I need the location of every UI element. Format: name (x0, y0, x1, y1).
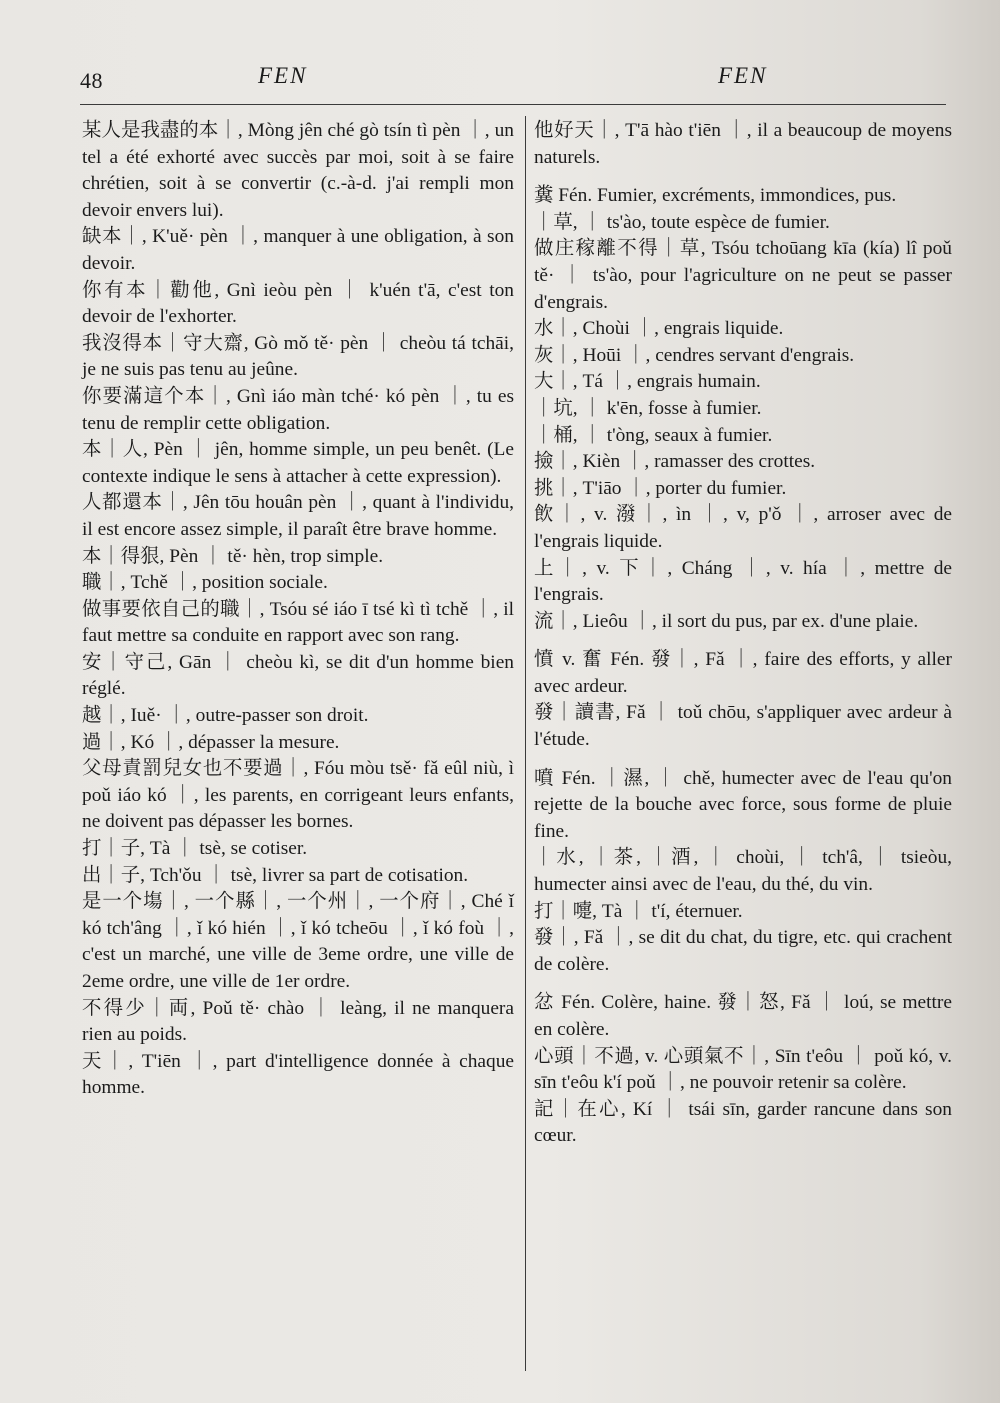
entry: 灰｜, Hoūi ｜, cendres servant d'engrais. (534, 344, 855, 366)
running-head-right: FEN (718, 63, 768, 88)
entry: 做庄稼離不得｜草, Tsóu tchoūang kīa (kía) lî poǔ tě· ｜ ts'ào, pour l'agriculture on ne peut se passer d'engrais. (534, 238, 952, 313)
headword-entry: 憤 v. 奮 Fén. 發｜, Fǎ ｜, faire des efforts, y aller avec ardeur. (534, 649, 952, 697)
entry: 出｜子, Tch'ǒu ｜ tsè, livrer sa part de cotisation. (82, 864, 469, 886)
headword-entry: 忿 Fén. Colère, haine. 發｜怒, Fǎ ｜ loú, se mettre en colère. (534, 992, 952, 1040)
entry: 你要滿這个本｜, Gnì iáo màn tché· kó pèn ｜, tu es tenu de remplir cette obligation. (82, 385, 514, 434)
entry: 天｜, T'iēn ｜, part d'intelligence donnée à chaque homme. (82, 1050, 514, 1099)
right-column (534, 118, 952, 1150)
entry: 越｜, Iuě· ｜, outre-passer son droit. (82, 705, 369, 727)
entry: 職｜, Tchě ｜, position sociale. (82, 572, 328, 594)
entry: 發｜, Fǎ ｜, se dit du chat, du tigre, etc. qui crachent de colère. (534, 927, 952, 975)
entry: 過｜, Kó ｜, dépasser la mesure. (82, 731, 340, 753)
entry: 飲｜, v. 潑｜, ìn ｜, v, p'ǒ ｜, arroser avec de l'engrais liquide. (534, 504, 952, 552)
entry: 水｜, Choùi ｜, engrais liquide. (534, 318, 784, 340)
left-column (82, 118, 514, 1102)
entry: 挑｜, T'iāo ｜, porter du fumier. (534, 477, 787, 499)
entry: 撿｜, Kièn ｜, ramasser des crottes. (534, 451, 816, 473)
entry: 本｜得狠, Pèn ｜ tě· hèn, trop simple. (82, 545, 384, 567)
header-rule (80, 104, 946, 105)
entry: 某人是我盡的本｜, Mòng jên ché gò tsín tì pèn ｜, un tel a été exhorté avec succès par moi, soit à se faire chrétien, soit à se convertir (c.-à-d. j'ai rempli mon devoir envers lui). (82, 120, 514, 221)
headword-entry: 糞 Fén. Fumier, excréments, immondices, pus. (534, 185, 897, 207)
entry: 記｜在心, Kí ｜ tsái sīn, garder rancune dans son cœur. (534, 1098, 952, 1147)
entry: 你有本｜勸他, Gnì ieòu pèn ｜ k'uén t'ā, c'est ton devoir de l'exhorter. (82, 279, 514, 328)
entry: 不得少｜両, Poǔ tě· chào ｜ leàng, il ne manquera rien au poids. (82, 997, 514, 1046)
entry: 發｜讀書, Fǎ ｜ toǔ chōu, s'appliquer avec ardeur à l'étude. (534, 702, 952, 751)
entry: 他好天｜, T'ā hào t'iēn ｜, il a beaucoup de moyens naturels. (534, 120, 952, 168)
entry: 人都還本｜, Jên tōu houân pèn ｜, quant à l'individu, il est encore assez simple, il paraît être brave homme. (82, 492, 514, 540)
entry: 安｜守己, Gān ｜ cheòu kì, se dit d'un homme bien réglé. (82, 651, 514, 700)
entry: 大｜, Tá ｜, engrais humain. (534, 371, 761, 393)
headword-entry: 噴 Fén. ｜濕, ｜ chě, humecter avec de l'eau qu'on rejette de la bouche avec force, sous forme de pluie fine. (534, 767, 952, 842)
page-number: 48 (80, 68, 103, 93)
entry: 缺本｜, K'uě· pèn ｜, manquer à une obligation, à son devoir. (82, 226, 514, 274)
entry: 本｜人, Pèn ｜ jên, homme simple, un peu benêt. (Le contexte indique le sens à attacher à cette expression). (82, 439, 514, 487)
entry: 是一个塲｜, 一个縣｜, 一个州｜, 一个府｜, Ché ǐ kó tch'âng ｜, ǐ kó hién ｜, ǐ kó tcheōu ｜, ǐ kó foù ｜, c'est un marché, une ville de 3eme ordre, une ville de 2eme ordre, une ville de 1er ordre. (82, 891, 514, 992)
entry: 流｜, Lieôu ｜, il sort du pus, par ex. d'une plaie. (534, 610, 919, 632)
entry: ｜坑, ｜ k'ēn, fosse à fumier. (534, 397, 762, 419)
entry: ｜水, ｜茶, ｜酒, ｜ choùi, ｜ tch'â, ｜ tsieòu, humecter ainsi avec de l'eau, du thé, du vin. (534, 847, 952, 896)
entry: 打｜子, Tà ｜ tsè, se cotiser. (82, 838, 308, 860)
entry: ｜草, ｜ ts'ào, toute espèce de fumier. (534, 211, 830, 233)
entry: 我沒得本｜守大齋, Gò mǒ tě· pèn ｜ cheòu tá tchāi, je ne suis pas tenu au jeûne. (82, 332, 514, 381)
entry: 上｜, v. 下｜, Cháng ｜, v. hía ｜, mettre de l'engrais. (534, 557, 952, 606)
running-head-left: FEN (258, 63, 308, 88)
entry: 打｜嚏, Tà ｜ t'í, éternuer. (534, 900, 743, 922)
column-divider (525, 116, 526, 1371)
entry: 做事要依自己的職｜, Tsóu sé iáo ī tsé kì tì tchě ｜, il faut mettre sa conduite en rapport avec son rang. (82, 598, 514, 647)
entry: 心頭｜不過, v. 心頭氣不｜, Sīn t'eôu ｜ poǔ kó, v. sīn t'eôu k'í poǔ ｜, ne pouvoir retenir sa colère. (534, 1045, 952, 1094)
entry: ｜桶, ｜ t'òng, seaux à fumier. (534, 424, 773, 446)
entry: 父母責罰兒女也不要過｜, Fóu mòu tsě· fǎ eûl niù, ì poǔ iáo kó ｜, les parents, en corrigeant leurs enfants, ne doivent pas dépasser les bornes. (82, 758, 514, 833)
